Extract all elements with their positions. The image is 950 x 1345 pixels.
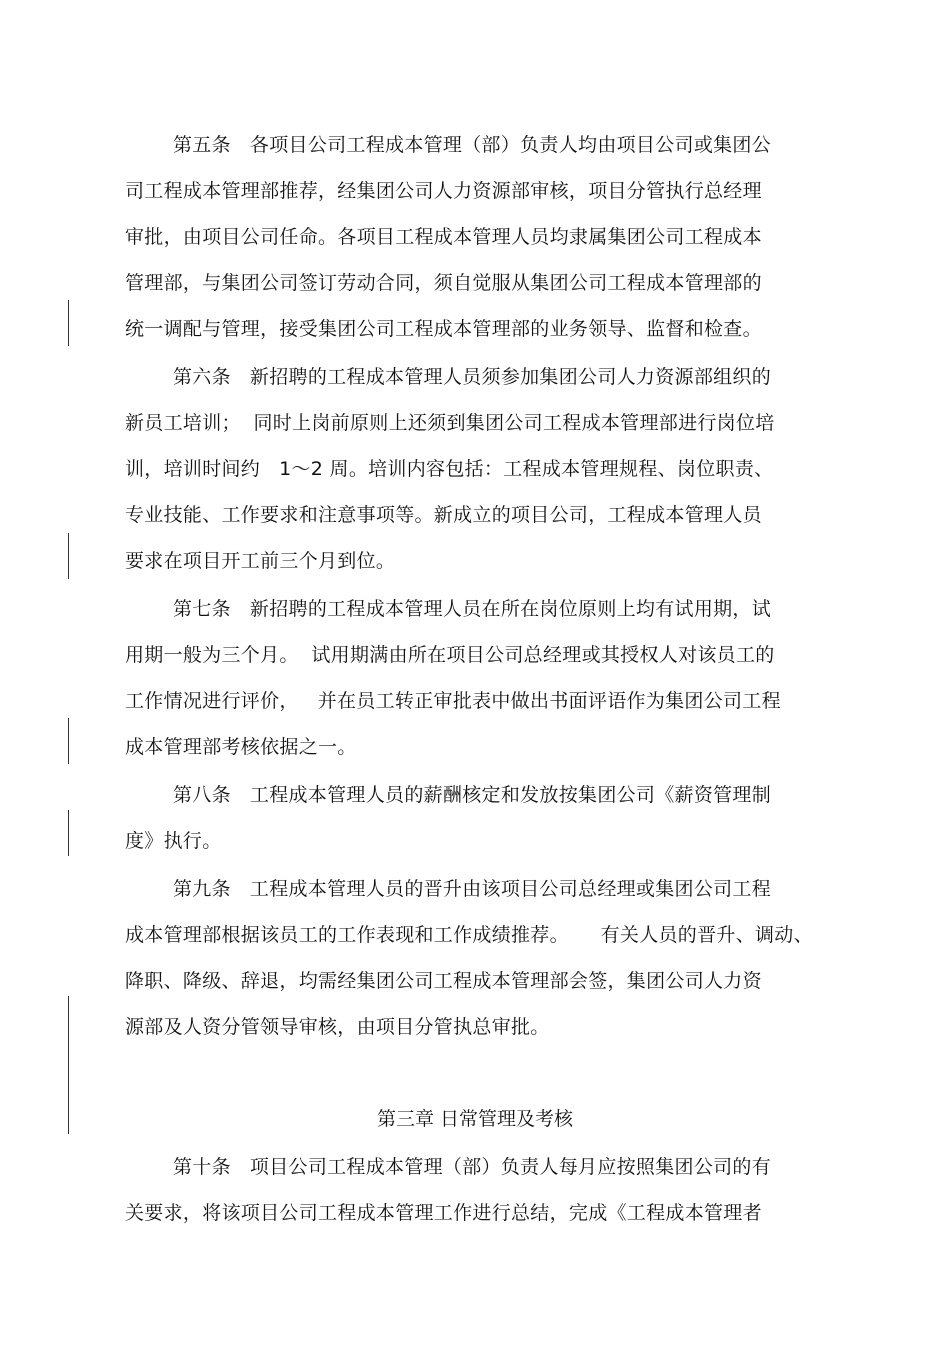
text-line: 用期一般为三个月。 试用期满由所在项目公司总经理或其授权人对该员工的 <box>125 644 775 666</box>
change-bar <box>68 718 69 764</box>
text-line: 工作情况进行评价， 并在员工转正审批表中做出书面评语作为集团公司工程 <box>125 690 781 712</box>
text-line: 司工程成本管理部推荐，经集团公司人力资源部审核，项目分管执行总经理 <box>125 180 762 202</box>
text-line: 成本管理部根据该员工的工作表现和工作成绩推荐。 有关人员的晋升、调动、 <box>125 924 813 946</box>
text-line: 要求在项目开工前三个月到位。 <box>125 550 396 572</box>
text-line: 源部及人资分管领导审核，由项目分管执总审批。 <box>125 1016 550 1038</box>
text-line: 统一调配与管理，接受集团公司工程成本管理部的业务领导、监督和检查。 <box>125 318 762 340</box>
text-line: 成本管理部考核依据之一。 <box>125 736 357 758</box>
text-line: 第五条 各项目公司工程成本管理（部）负责人均由项目公司或集团公 <box>173 134 772 156</box>
text-line: 第十条 项目公司工程成本管理（部）负责人每月应按照集团公司的有 <box>173 1156 772 1178</box>
change-bar <box>68 533 69 579</box>
text-line: 第八条 工程成本管理人员的薪酬核定和发放按集团公司《薪资管理制 <box>173 784 772 806</box>
text-line: 新员工培训； 同时上岗前原则上还须到集团公司工程成本管理部进行岗位培 <box>125 412 775 434</box>
chapter-heading: 第三章 日常管理及考核 <box>376 1108 574 1130</box>
text-line: 关要求，将该项目公司工程成本管理工作进行总结，完成《工程成本管理者 <box>125 1202 762 1224</box>
text-line: 训，培训时间约 1～2 周。培训内容包括：工程成本管理规程、岗位职责、 <box>125 458 774 480</box>
text-line: 降职、降级、辞退，均需经集团公司工程成本管理部会签，集团公司人力资 <box>125 970 762 992</box>
text-line: 第九条 工程成本管理人员的晋升由该项目公司总经理或集团公司工程 <box>173 878 772 900</box>
text-line: 审批，由项目公司任命。各项目工程成本管理人员均隶属集团公司工程成本 <box>125 226 762 248</box>
text-line: 第七条 新招聘的工程成本管理人员在所在岗位原则上均有试用期，试 <box>173 598 772 620</box>
change-bar <box>68 810 69 856</box>
text-line: 度》执行。 <box>125 830 222 852</box>
text-line: 第六条 新招聘的工程成本管理人员须参加集团公司人力资源部组织的 <box>173 366 772 388</box>
change-bar <box>68 300 69 346</box>
text-line: 专业技能、工作要求和注意事项等。新成立的项目公司，工程成本管理人员 <box>125 504 762 526</box>
text-line: 管理部，与集团公司签订劳动合同，须自觉服从集团公司工程成本管理部的 <box>125 272 762 294</box>
